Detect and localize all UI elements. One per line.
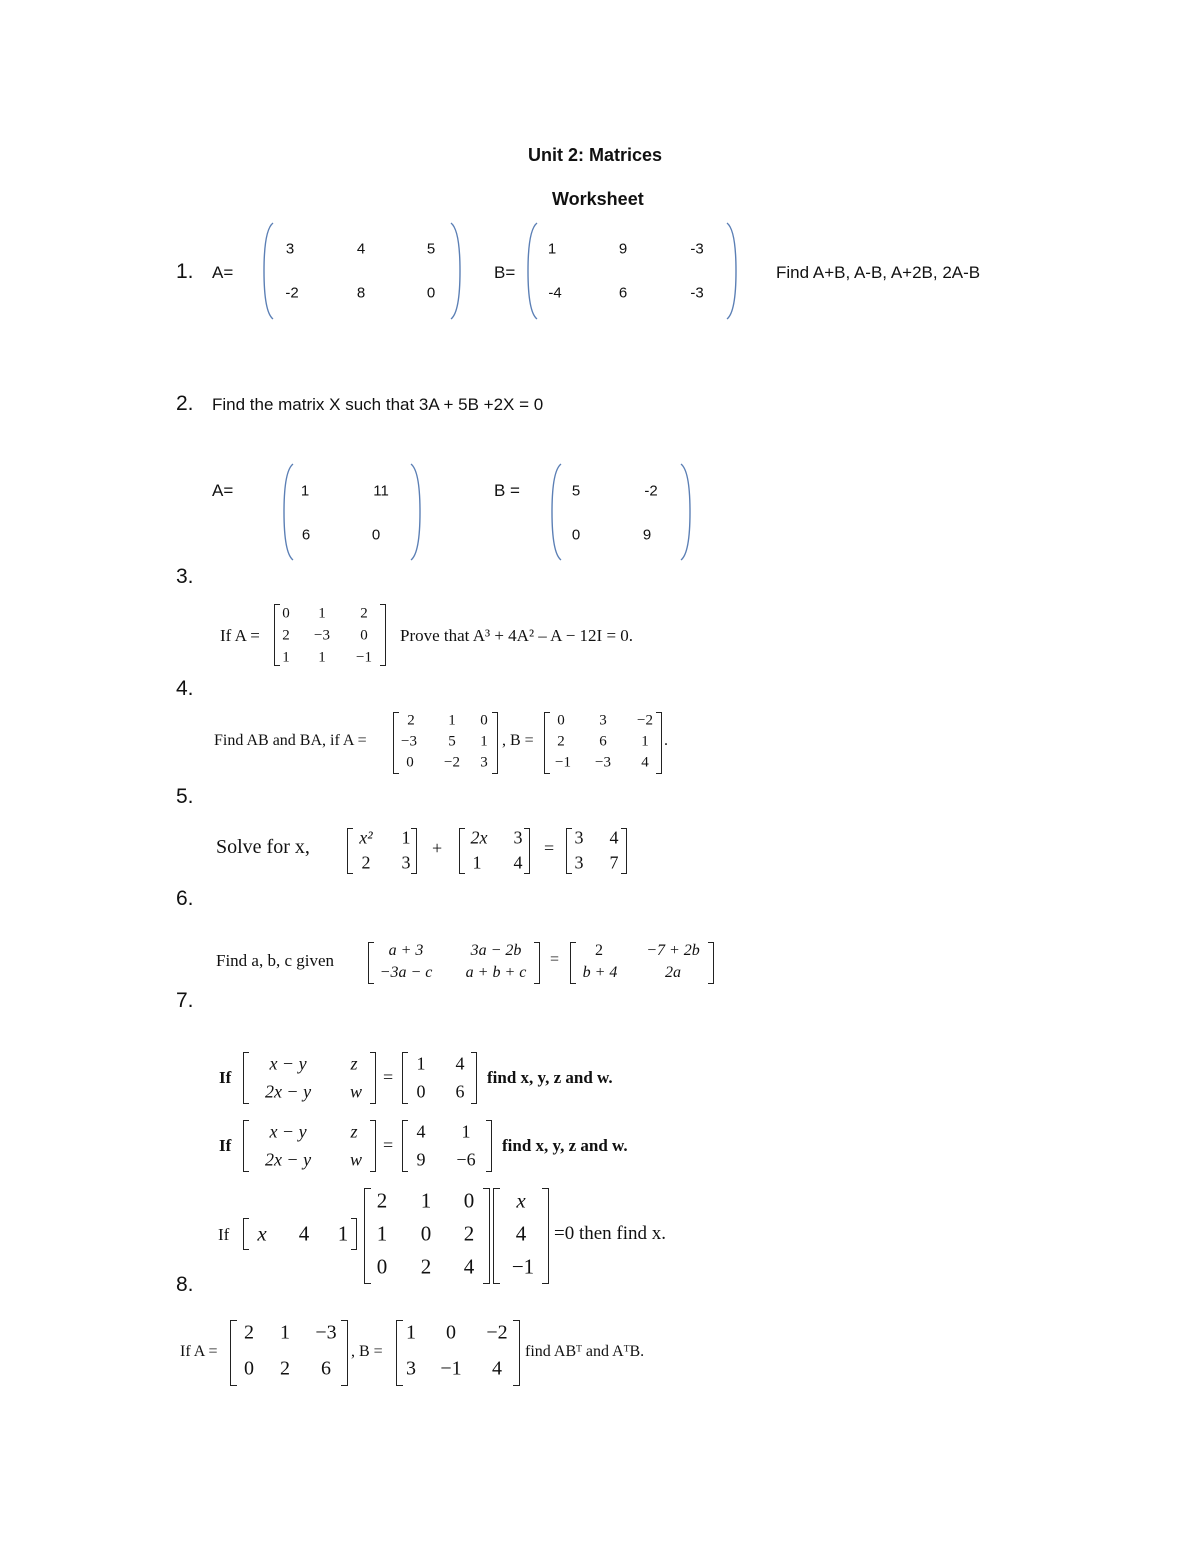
matrix-cell: x² (359, 827, 373, 848)
matrix-cell: 6 (321, 1357, 331, 1380)
matrix-cell: −1 (440, 1357, 462, 1380)
question-mid: , B = (502, 732, 534, 749)
question-task: find ABᵀ and AᵀB. (525, 1343, 645, 1360)
matrix-cell: z (350, 1053, 358, 1074)
matrix-cell: 2 (360, 605, 368, 622)
question-number: 3. (176, 565, 194, 588)
matrix-cell: a + 3 (388, 942, 424, 959)
matrix-cell: −2 (444, 754, 460, 771)
matrix-cell: 1 (300, 482, 310, 500)
question-task: Find A+B, A-B, A+2B, 2A-B (776, 263, 981, 282)
matrix-cell: 2 (244, 1321, 254, 1344)
right-bracket (492, 712, 498, 774)
matrix-cell: 4 (455, 1053, 465, 1074)
right-bracket (524, 828, 530, 874)
matrix-cell: 0 (371, 526, 381, 544)
right-bracket (513, 1320, 520, 1386)
left-bracket (570, 942, 576, 984)
question-end: . (664, 732, 668, 749)
left-bracket (243, 1218, 249, 1250)
matrix-cell: 4 (641, 754, 649, 771)
row-cell: 1 (337, 1221, 349, 1246)
matrix-cell: 0 (557, 712, 565, 729)
matrix-cell: b + 4 (582, 964, 618, 981)
matrix-cell: −7 + 2b (646, 942, 700, 959)
matrix-cell: 0 (420, 1221, 432, 1246)
question-lead: Solve for x, (216, 836, 310, 858)
column-cell: 4 (515, 1221, 527, 1246)
matrix-cell: 0 (406, 754, 414, 771)
matrix-cell: 6 (599, 733, 607, 750)
matrix-cell: 9 (416, 1149, 426, 1170)
matrix-cell: w (349, 1081, 363, 1102)
matrix-cell: −1 (555, 754, 571, 771)
right-parenthesis (450, 222, 462, 320)
left-bracket (459, 828, 465, 874)
question-lead: If A = (180, 1343, 218, 1360)
right-parenthesis (410, 463, 422, 561)
matrix-cell: 0 (360, 627, 368, 644)
left-bracket (243, 1120, 249, 1172)
matrix-cell: 1 (461, 1121, 471, 1142)
question-task: Prove that A³ + 4A² – A − 12I = 0. (400, 626, 634, 645)
matrix-cell: −6 (456, 1149, 476, 1170)
matrix-cell: 3a − 2b (470, 942, 522, 959)
matrix-cell: 9 (642, 526, 652, 544)
matrix-cell: −1 (356, 649, 372, 666)
right-bracket (656, 712, 662, 774)
question-tail: =0 then find x. (554, 1223, 667, 1244)
matrix-cell: -3 (690, 240, 704, 258)
matrix-cell: 2 (595, 942, 603, 959)
equals-sign: = (383, 1135, 394, 1155)
matrix-cell: 1 (420, 1188, 432, 1213)
matrix-cell: 1 (280, 1321, 290, 1344)
question-lead: If (219, 1068, 232, 1087)
matrix-cell: 4 (513, 852, 523, 873)
matrix-cell: 7 (609, 852, 619, 873)
matrix-cell: 8 (356, 284, 366, 302)
left-parenthesis (282, 463, 294, 561)
matrix-cell: x − y (269, 1121, 307, 1142)
right-bracket (534, 942, 540, 984)
matrix-cell: 3 (599, 712, 607, 729)
matrix-cell: 5 (448, 733, 456, 750)
matrix-cell: 6 (301, 526, 311, 544)
equals-sign: = (550, 951, 560, 968)
matrix-cell: −3a − c (379, 964, 433, 981)
column-cell: x (516, 1188, 526, 1213)
question-lead: If A = (220, 626, 260, 645)
matrix-cell: 3 (513, 827, 523, 848)
question-number: 1. (176, 260, 194, 283)
question-number: 8. (176, 1273, 194, 1296)
left-bracket (230, 1320, 237, 1386)
row-cell: 4 (298, 1221, 310, 1246)
matrix-cell: 1 (547, 240, 557, 258)
left-parenthesis (526, 222, 538, 320)
right-bracket (351, 1218, 357, 1250)
left-bracket (243, 1052, 249, 1104)
matrix-cell: 4 (492, 1357, 502, 1380)
matrix-cell: 0 (446, 1321, 456, 1344)
matrix-cell: 1 (448, 712, 456, 729)
question-lead: Find a, b, c given (216, 951, 335, 970)
matrix-cell: 0 (426, 284, 436, 302)
right-bracket (483, 1188, 490, 1284)
matrix-cell: 0 (463, 1188, 475, 1213)
matrix-cell: 2 (361, 852, 371, 873)
right-bracket (471, 1052, 477, 1104)
matrix-cell: 5 (571, 482, 581, 500)
page-subtitle: Worksheet (552, 189, 644, 209)
matrix-cell: 6 (455, 1081, 465, 1102)
question-lead: If (218, 1225, 230, 1244)
right-bracket (370, 1120, 376, 1172)
matrix-cell: 3 (574, 852, 584, 873)
matrix-cell: 4 (609, 827, 619, 848)
matrix-cell: 2 (376, 1188, 388, 1213)
question-number: 5. (176, 785, 194, 808)
matrix-cell: 3 (406, 1357, 416, 1380)
equals-sign: = (544, 838, 555, 858)
matrix-cell: 5 (426, 240, 436, 258)
matrix-cell: 4 (356, 240, 366, 258)
left-parenthesis (550, 463, 562, 561)
matrix-cell: 9 (618, 240, 628, 258)
question-lead: If (219, 1136, 232, 1155)
matrix-cell: 1 (401, 827, 411, 848)
matrix-cell: 2 (557, 733, 565, 750)
matrix-cell: 4 (463, 1254, 475, 1279)
matrix-cell: 2 (420, 1254, 432, 1279)
matrix-a-label: A= (212, 263, 234, 282)
matrix-cell: 3 (401, 852, 411, 873)
right-bracket (370, 1052, 376, 1104)
matrix-cell: a + b + c (465, 964, 527, 981)
matrix-cell: -4 (548, 284, 562, 302)
matrix-cell: 0 (282, 605, 290, 622)
matrix-cell: 1 (416, 1053, 426, 1074)
right-bracket (542, 1188, 549, 1284)
matrix-cell: 0 (416, 1081, 426, 1102)
page-title: Unit 2: Matrices (528, 145, 663, 165)
matrix-cell: 1 (641, 733, 649, 750)
left-bracket (402, 1120, 408, 1172)
matrix-cell: 1 (318, 649, 326, 666)
matrix-cell: −3 (595, 754, 611, 771)
matrix-cell: 6 (618, 284, 628, 302)
question-number: 7. (176, 989, 194, 1012)
matrix-cell: −3 (401, 733, 417, 750)
right-bracket (708, 942, 714, 984)
left-bracket (566, 828, 572, 874)
question-number: 2. (176, 392, 194, 415)
matrix-cell: 1 (282, 649, 290, 666)
right-bracket (341, 1320, 348, 1386)
matrix-b-label: B= (494, 263, 516, 282)
matrix-cell: 1 (376, 1221, 388, 1246)
matrix-cell: −2 (637, 712, 653, 729)
left-parenthesis (262, 222, 274, 320)
matrix-cell: 3 (480, 754, 488, 771)
left-bracket (393, 712, 399, 774)
matrix-cell: 11 (373, 482, 389, 500)
right-bracket (486, 1120, 492, 1172)
matrix-cell: 2x − y (264, 1081, 312, 1102)
matrix-cell: 3 (285, 240, 295, 258)
left-bracket (364, 1188, 371, 1284)
question-task: find x, y, z and w. (487, 1068, 613, 1087)
matrix-cell: 2x (470, 827, 488, 848)
right-parenthesis (726, 222, 738, 320)
equals-sign: = (383, 1067, 394, 1087)
left-bracket (274, 604, 280, 666)
left-bracket (396, 1320, 403, 1386)
left-bracket (493, 1188, 500, 1284)
row-cell: x (257, 1221, 267, 1246)
matrix-cell: z (350, 1121, 358, 1142)
matrix-cell: 1 (480, 733, 488, 750)
right-bracket (411, 828, 417, 874)
matrix-cell: 1 (318, 605, 326, 622)
question-task: find x, y, z and w. (502, 1136, 628, 1155)
matrix-cell: −3 (314, 627, 330, 644)
matrix-cell: 0 (480, 712, 488, 729)
matrix-cell: -3 (690, 284, 704, 302)
question-number: 4. (176, 677, 194, 700)
right-bracket (621, 828, 627, 874)
matrix-cell: 2 (282, 627, 290, 644)
matrix-cell: 2 (280, 1357, 290, 1380)
matrix-cell: 0 (376, 1254, 388, 1279)
plus-sign: + (432, 838, 443, 858)
matrix-cell: x − y (269, 1053, 307, 1074)
matrix-a-label: A= (212, 481, 234, 500)
matrix-cell: 1 (472, 852, 482, 873)
matrix-cell: 1 (406, 1321, 416, 1344)
matrix-cell: w (349, 1149, 363, 1170)
matrix-b-label: B = (494, 481, 520, 500)
matrix-cell: −2 (486, 1321, 508, 1344)
matrix-cell: 3 (574, 827, 584, 848)
matrix-cell: 2a (665, 964, 681, 981)
question-mid: , B = (351, 1343, 383, 1360)
left-bracket (544, 712, 550, 774)
left-bracket (347, 828, 353, 874)
matrix-cell: 0 (571, 526, 581, 544)
matrix-cell: -2 (285, 284, 299, 302)
matrix-cell: 4 (416, 1121, 426, 1142)
matrix-cell: 2 (463, 1221, 475, 1246)
right-bracket (380, 604, 386, 666)
question-number: 6. (176, 887, 194, 910)
matrix-cell: 0 (244, 1357, 254, 1380)
matrix-cell: −3 (315, 1321, 337, 1344)
right-parenthesis (680, 463, 692, 561)
left-bracket (368, 942, 374, 984)
question-task: Find the matrix X such that 3A + 5B +2X = 0 (212, 395, 544, 414)
left-bracket (402, 1052, 408, 1104)
matrix-cell: -2 (644, 482, 658, 500)
question-lead: Find AB and BA, if A = (214, 732, 367, 749)
matrix-cell: 2 (407, 712, 415, 729)
column-cell: −1 (511, 1254, 535, 1279)
matrix-cell: 2x − y (264, 1149, 312, 1170)
